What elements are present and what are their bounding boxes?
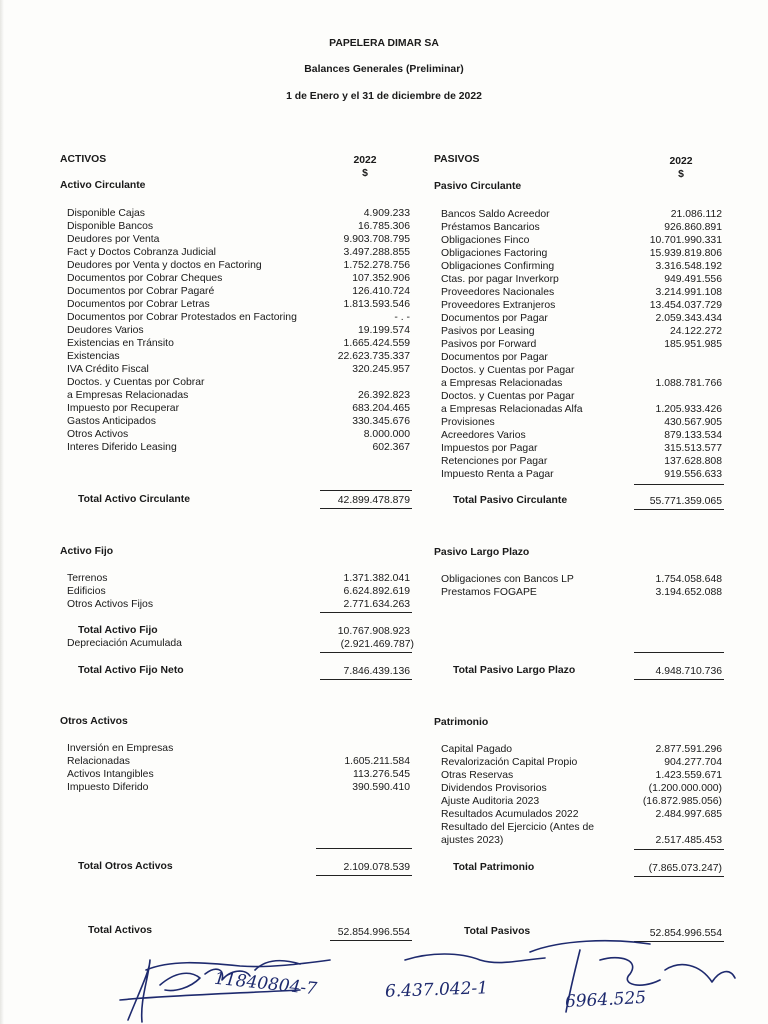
current-asset-label: Documentos por Cobrar Pagaré xyxy=(67,286,215,297)
current-liability-value: 21.086.112 xyxy=(670,209,722,220)
fixed-asset-value: 1.371.382.041 xyxy=(343,573,410,584)
other-assets-total-label: Total Otros Activos xyxy=(78,861,173,872)
current-liabilities-total-rule xyxy=(634,484,724,485)
current-asset-label: Interes Diferido Leasing xyxy=(67,442,177,453)
current-asset-value: 126.410.724 xyxy=(352,286,410,297)
fixed-assets-total-label: Total Activo Fijo Neto xyxy=(78,665,184,676)
current-liabilities-total: 55.771.359.065 xyxy=(649,496,722,507)
current-liability-value: 949.491.556 xyxy=(664,274,722,285)
fixed-assets-subtotal-label: Total Activo Fijo xyxy=(78,625,158,636)
equity-label: Resultados Acumulados 2022 xyxy=(441,809,579,820)
handwritten-rut-1: 11840804-7 xyxy=(213,968,318,1000)
fixed-asset-label: Terrenos xyxy=(67,573,108,584)
total-liabilities: 52.854.996.554 xyxy=(649,928,722,939)
current-liability-value: 1.205.933.426 xyxy=(655,404,722,415)
current-asset-label: Impuesto por Recuperar xyxy=(67,403,180,414)
other-assets-total-underline xyxy=(316,875,412,876)
current-liability-label: Proveedores Nacionales xyxy=(441,287,555,298)
current-liability-value: 15.939.819.806 xyxy=(649,248,722,259)
long-term-total-underline xyxy=(634,679,724,680)
fixed-assets-total-underline xyxy=(320,679,412,680)
fixed-asset-value: 6.624.892.619 xyxy=(343,586,410,597)
current-asset-label: Fact y Doctos Cobranza Judicial xyxy=(67,247,216,258)
current-liability-value: 13.454.037.729 xyxy=(649,300,722,311)
equity-total-label: Total Patrimonio xyxy=(453,862,535,873)
current-assets-title: Activo Circulante xyxy=(60,180,146,191)
current-liability-value: 3.316.548.192 xyxy=(655,261,722,272)
current-asset-value: 19.199.574 xyxy=(357,325,410,336)
long-term-label: Obligaciones con Bancos LP xyxy=(441,574,574,585)
current-liability-label: Pasivos por Forward xyxy=(441,339,537,350)
other-assets-rule xyxy=(316,848,412,849)
other-asset-value: 113.276.545 xyxy=(352,769,410,780)
fixed-assets-values xyxy=(280,572,410,611)
current-liability-value: 879.133.534 xyxy=(664,430,722,441)
long-term-labels xyxy=(441,573,574,599)
current-asset-value: - . - xyxy=(394,312,410,323)
current-asset-label: Documentos por Cobrar Cheques xyxy=(67,273,223,284)
long-term-title: Pasivo Largo Plazo xyxy=(434,547,530,558)
total-assets-label: Total Activos xyxy=(88,925,153,936)
current-liability-value: 185.951.985 xyxy=(664,339,722,350)
current-liability-value xyxy=(590,364,722,377)
current-asset-label: Deudores por Venta xyxy=(67,234,160,245)
current-liability-value: 430.567.905 xyxy=(664,417,722,428)
long-term-label: Prestamos FOGAPE xyxy=(441,587,537,598)
current-asset-label: Disponible Cajas xyxy=(67,208,145,219)
current-asset-label: a Empresas Relacionadas xyxy=(67,390,189,401)
long-term-values xyxy=(590,573,722,599)
current-assets-total-underline xyxy=(320,508,412,509)
current-asset-label: Existencias xyxy=(67,351,120,362)
current-asset-label: Gastos Anticipados xyxy=(67,416,156,427)
other-assets-title: Otros Activos xyxy=(60,716,128,727)
current-asset-value: 22.623.735.337 xyxy=(337,351,410,362)
equity-rule xyxy=(634,849,724,850)
other-asset-label: Activos Intangibles xyxy=(67,769,154,780)
depreciation-label: Depreciación Acumulada xyxy=(67,638,182,649)
other-assets-values xyxy=(280,742,410,794)
equity-label: ajustes 2023) xyxy=(441,835,504,846)
current-liability-label: Ctas. por pagar Inverkorp xyxy=(441,274,559,285)
current-liability-label: a Empresas Relacionadas Alfa xyxy=(441,404,583,415)
report-title: Balances Generales (Preliminar) xyxy=(304,64,464,75)
long-term-rule xyxy=(634,652,724,653)
equity-values xyxy=(590,743,722,847)
current-asset-value: 4.909.233 xyxy=(363,208,410,219)
current-assets-values xyxy=(280,207,410,454)
current-liability-value xyxy=(590,351,722,364)
current-assets-labels xyxy=(67,207,297,454)
current-liability-value: 3.214.991.108 xyxy=(655,287,722,298)
current-asset-label: Deudores Varios xyxy=(67,325,144,336)
equity-total: (7.865.073.247) xyxy=(648,863,722,874)
current-asset-value: 107.352.906 xyxy=(352,273,410,284)
signatures-image xyxy=(0,930,768,1024)
assets-heading: ACTIVOS xyxy=(60,154,107,165)
current-assets-total-rule xyxy=(320,490,412,491)
current-asset-label: Otros Activos xyxy=(67,429,129,440)
other-assets-labels xyxy=(67,742,173,794)
current-liability-label: Obligaciones Factoring xyxy=(441,248,548,259)
equity-value xyxy=(590,821,722,834)
current-liability-value: 926.860.891 xyxy=(664,222,722,233)
current-liability-label: Documentos por Pagar xyxy=(441,352,548,363)
current-liabilities-total-label: Total Pasivo Circulante xyxy=(453,495,568,506)
long-term-value: 1.754.058.648 xyxy=(655,574,722,585)
current-liability-label: Acreedores Varios xyxy=(441,430,526,441)
current-asset-value: 9.903.708.795 xyxy=(343,234,410,245)
current-liability-value: 24.122.272 xyxy=(669,326,722,337)
equity-label: Resultado del Ejercicio (Antes de xyxy=(441,822,595,833)
equity-label: Dividendos Provisorios xyxy=(441,783,547,794)
current-asset-value xyxy=(280,376,410,389)
scan-edge xyxy=(0,0,4,1024)
equity-value: 1.423.559.671 xyxy=(655,770,722,781)
current-asset-label: Disponible Bancos xyxy=(67,221,154,232)
current-liability-value: 2.059.343.434 xyxy=(655,313,722,324)
fixed-assets-total: 7.846.439.136 xyxy=(343,666,410,677)
fixed-assets-labels xyxy=(67,572,153,611)
current-asset-value: 3.497.288.855 xyxy=(343,247,410,258)
equity-value: (1.200.000.000) xyxy=(648,783,722,794)
current-asset-label: Documentos por Cobrar Protestados en Factoring xyxy=(67,312,297,323)
equity-label: Revalorización Capital Propio xyxy=(441,757,578,768)
current-liability-value: 919.556.633 xyxy=(664,469,722,480)
current-asset-value: 1.752.278.756 xyxy=(343,260,410,271)
liabilities-year: 2022 xyxy=(669,156,693,167)
current-liability-value: 315.513.577 xyxy=(664,443,722,454)
depreciation-value: (2.921.469.787) xyxy=(340,639,414,650)
handwritten-rut-3: 6964.525 xyxy=(564,987,647,1013)
current-asset-value: 330.345.676 xyxy=(352,416,410,427)
fixed-assets-subtotal: 10.767.908.923 xyxy=(337,626,410,637)
other-asset-label: Impuesto Diferido xyxy=(67,782,149,793)
current-liability-label: Obligaciones Finco xyxy=(441,235,530,246)
current-liability-value: 137.628.808 xyxy=(664,456,722,467)
current-liability-label: a Empresas Relacionadas xyxy=(441,378,563,389)
other-asset-label: Relacionadas xyxy=(67,756,130,767)
current-liabilities-total-underline xyxy=(634,509,724,510)
current-asset-label: Doctos. y Cuentas por Cobrar xyxy=(67,377,205,388)
long-term-total: 4.948.710.736 xyxy=(655,666,722,677)
current-asset-value: 8.000.000 xyxy=(363,429,410,440)
current-liability-label: Pasivos por Leasing xyxy=(441,326,535,337)
other-asset-label: Inversión en Empresas xyxy=(67,743,174,754)
current-liability-value: 1.088.781.766 xyxy=(655,378,722,389)
current-liability-value xyxy=(590,390,722,403)
long-term-total-label: Total Pasivo Largo Plazo xyxy=(453,665,576,676)
current-liability-label: Doctos. y Cuentas por Pagar xyxy=(441,365,575,376)
fixed-asset-label: Edificios xyxy=(67,586,106,597)
liabilities-currency: $ xyxy=(678,169,684,180)
equity-total-underline xyxy=(634,876,724,877)
current-liability-label: Obligaciones Confirming xyxy=(441,261,555,272)
equity-label: Otras Reservas xyxy=(441,770,514,781)
liabilities-heading: PASIVOS xyxy=(434,154,480,165)
company-name: PAPELERA DIMAR SA xyxy=(329,38,439,49)
equity-value: (16.872.985.056) xyxy=(642,796,722,807)
current-liability-label: Impuestos por Pagar xyxy=(441,443,538,454)
current-liability-label: Bancos Saldo Acreedor xyxy=(441,209,550,220)
handwritten-rut-2: 6.437.042-1 xyxy=(384,978,489,1002)
current-asset-value: 26.392.823 xyxy=(357,390,410,401)
current-liabilities-labels xyxy=(441,208,583,481)
current-asset-label: Documentos por Cobrar Letras xyxy=(67,299,210,310)
other-asset-value: 1.605.211.584 xyxy=(344,756,410,767)
long-term-value: 3.194.652.088 xyxy=(655,587,722,598)
current-asset-label: IVA Crédito Fiscal xyxy=(67,364,149,375)
fixed-asset-label: Otros Activos Fijos xyxy=(67,599,154,610)
total-liabilities-label: Total Pasivos xyxy=(464,926,531,937)
equity-labels xyxy=(441,743,594,847)
equity-label: Capital Pagado xyxy=(441,744,513,755)
other-assets-total: 2.109.078.539 xyxy=(343,862,410,873)
current-asset-label: Deudores por Venta y doctos en Factoring xyxy=(67,260,262,271)
equity-title: Patrimonio xyxy=(434,717,489,728)
current-asset-value: 320.245.957 xyxy=(352,364,410,375)
equity-value: 2.484.997.685 xyxy=(655,809,722,820)
current-liability-label: Retenciones por Pagar xyxy=(441,456,548,467)
current-asset-value: 602.367 xyxy=(372,442,410,453)
current-liability-label: Documentos por Pagar xyxy=(441,313,548,324)
equity-value: 2.877.591.296 xyxy=(655,744,722,755)
current-liability-label: Doctos. y Cuentas por Pagar xyxy=(441,391,575,402)
depreciation-rule xyxy=(320,652,412,653)
current-liability-value: 10.701.990.331 xyxy=(649,235,722,246)
current-asset-value: 683.204.465 xyxy=(352,403,410,414)
fixed-assets-rule xyxy=(320,612,412,613)
current-liability-label: Proveedores Extranjeros xyxy=(441,300,556,311)
other-asset-value: 390.590.410 xyxy=(352,782,410,793)
current-asset-value: 1.665.424.559 xyxy=(343,338,410,349)
fixed-asset-value: 2.771.634.263 xyxy=(343,599,410,610)
current-asset-label: Existencias en Tránsito xyxy=(67,338,174,349)
current-liability-label: Impuesto Renta a Pagar xyxy=(441,469,554,480)
current-liability-label: Provisiones xyxy=(441,417,495,428)
other-asset-value xyxy=(280,742,410,755)
equity-value: 904.277.704 xyxy=(664,757,722,768)
report-period: 1 de Enero y el 31 de diciembre de 2022 xyxy=(286,91,482,102)
assets-year: 2022 xyxy=(353,155,377,166)
equity-label: Ajuste Auditoria 2023 xyxy=(441,796,540,807)
current-assets-total-label: Total Activo Circulante xyxy=(78,494,191,505)
assets-currency: $ xyxy=(362,168,368,179)
current-asset-value: 16.785.306 xyxy=(357,221,410,232)
current-liabilities-title: Pasivo Circulante xyxy=(434,181,522,192)
total-assets: 52.854.996.554 xyxy=(337,927,410,938)
equity-value: 2.517.485.453 xyxy=(655,835,722,846)
current-asset-value: 1.813.593.546 xyxy=(343,299,410,310)
current-liabilities-values xyxy=(590,208,722,481)
current-liability-label: Préstamos Bancarios xyxy=(441,222,540,233)
current-assets-total: 42.899.478.879 xyxy=(337,495,410,506)
fixed-assets-title: Activo Fijo xyxy=(60,546,114,557)
